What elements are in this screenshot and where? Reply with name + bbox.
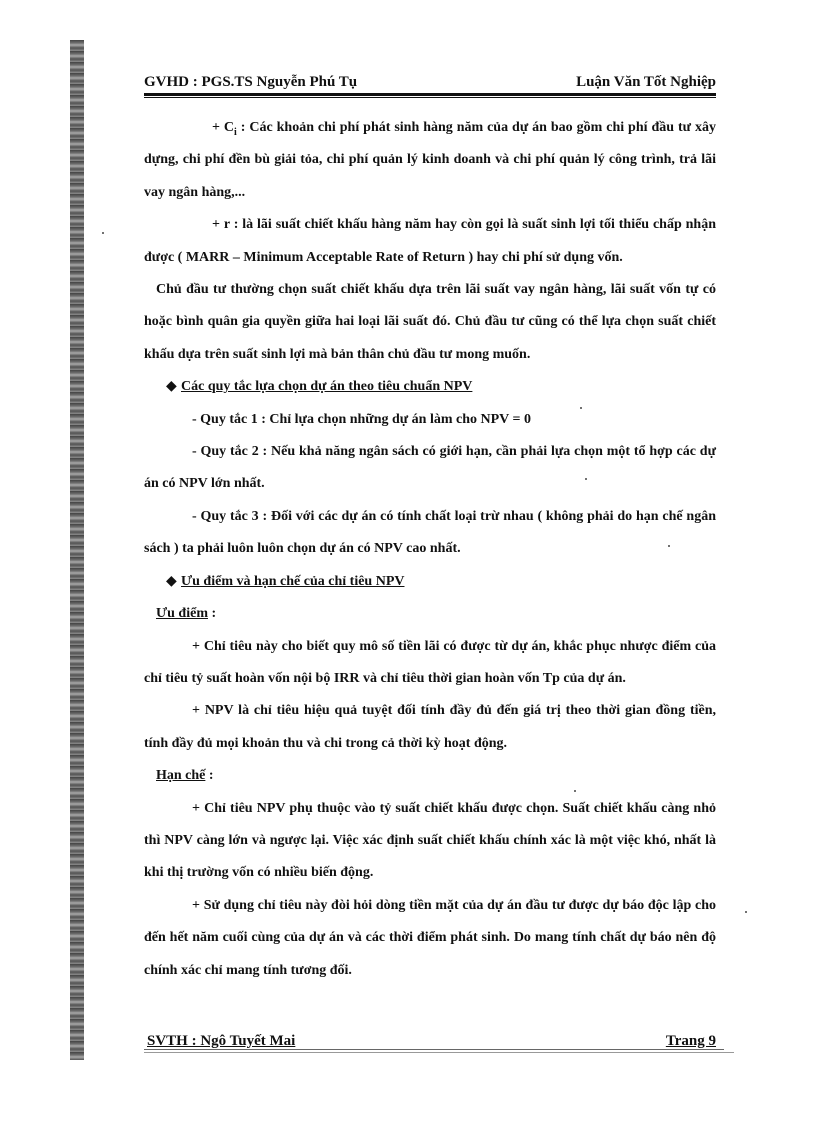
heading-pros-cons-text: Ưu điểm và hạn chế của chỉ tiêu NPV <box>181 573 405 589</box>
scan-speck <box>745 911 747 913</box>
pros-label-text: Ưu điểm <box>156 606 208 622</box>
footer-rule <box>144 1049 724 1050</box>
page-header <box>144 72 716 94</box>
diamond-bullet-icon: ◆ <box>166 379 177 395</box>
paragraph-ci <box>144 112 716 209</box>
footer-page-number: Trang 9 <box>665 1033 716 1049</box>
pros-label <box>144 598 716 630</box>
scan-speck <box>574 790 576 792</box>
cons-label-text: Hạn chế <box>156 768 206 784</box>
paragraph-investor: Chủ đầu tư thường chọn suất chiết khấu dựa trên lãi suất vay ngân hàng, lãi suất vốn tự có hoặc bình quân gia quyền giữa hai loại lãi suất đó. Chủ đầu tư cũng có thể lựa chọn suất chiết khấu dựa trên suất sinh lợi mà bản thân chủ đầu tư mong muốn. <box>144 282 716 362</box>
heading-pros-cons <box>144 566 716 598</box>
header-rule-thin <box>144 97 716 98</box>
header-rule <box>144 93 716 96</box>
scan-speck <box>668 545 670 547</box>
scan-binding-edge <box>70 40 84 1060</box>
cons-label <box>144 760 716 792</box>
scan-speck <box>585 478 587 480</box>
rule-3: - Quy tắc 3 : Đối với các dự án có tính chất loại trừ nhau ( không phải do hạn chế ngân sách ) ta phải luôn luôn chọn dự án có NPV cao nhất. <box>144 508 716 557</box>
ci-text: : Các khoản chi phí phát sinh hàng năm của dự án bao gồm chi phí đầu tư xây dựng, chi phí đền bù giải tỏa, chi phí quản lý kinh doanh và chi phí quản lý công trình, trả lãi vay ngân hàng,... <box>144 120 716 200</box>
paragraph-r: + r : là lãi suất chiết khấu hàng năm hay còn gọi là suất sinh lợi tối thiểu chấp nhận được ( MARR – Minimum Acceptable Rate of Return ) hay chi phí sử dụng vốn. <box>144 217 716 265</box>
heading-rules-text: Các quy tắc lựa chọn dự án theo tiêu chuẩn NPV <box>181 379 473 395</box>
header-doc-type: Luận Văn Tốt Nghiệp <box>576 74 716 90</box>
ci-subscript: i <box>234 126 237 138</box>
rule-2: - Quy tắc 2 : Nếu khả năng ngân sách có giới hạn, cần phải lựa chọn một tổ hợp các dự án có NPV lớn nhất. <box>144 444 716 492</box>
con-2: + Sử dụng chỉ tiêu này đòi hỏi dòng tiền mặt của dự án đầu tư được dự báo độc lập cho đến hết năm cuối cùng của dự án và các thời điểm phát sinh. Do mang tính chất dự báo nên độ chính xác chỉ mang tính tương đối. <box>144 897 716 978</box>
scan-speck <box>102 232 104 234</box>
page-body <box>144 112 716 987</box>
heading-rules <box>144 371 716 403</box>
pro-2: + NPV là chỉ tiêu hiệu quả tuyệt đối tính đầy đủ đến giá trị theo thời gian đồng tiền, tính đầy đủ mọi khoản thu và chi trong cả thời kỳ hoạt động. <box>144 703 716 751</box>
con-1: + Chỉ tiêu NPV phụ thuộc vào tỷ suất chiết khấu được chọn. Suất chiết khấu càng nhỏ thì NPV càng lớn và ngược lại. Việc xác định suất chiết khấu chính xác là một việc khó, nhất là khi thị trường vốn có nhiều biến động. <box>144 800 716 881</box>
rule-1: - Quy tắc 1 : Chỉ lựa chọn những dự án làm cho NPV = 0 <box>192 411 532 427</box>
footer-rule-thin <box>144 1052 734 1053</box>
footer-student: SVTH : Ngô Tuyết Mai <box>147 1033 296 1049</box>
pros-colon: : <box>207 606 217 622</box>
cons-colon: : <box>205 768 214 784</box>
ci-prefix: + C <box>212 120 235 135</box>
scan-speck <box>580 407 582 409</box>
header-advisor: GVHD : PGS.TS Nguyễn Phú Tụ <box>144 74 358 90</box>
diamond-bullet-icon: ◆ <box>166 573 177 589</box>
pro-1: + Chỉ tiêu này cho biết quy mô số tiền lãi có được từ dự án, khắc phục nhược điểm của chỉ tiêu tỷ suất hoàn vốn nội bộ IRR và chỉ tiêu thời gian hoàn vốn Tp của dự án. <box>144 638 716 686</box>
